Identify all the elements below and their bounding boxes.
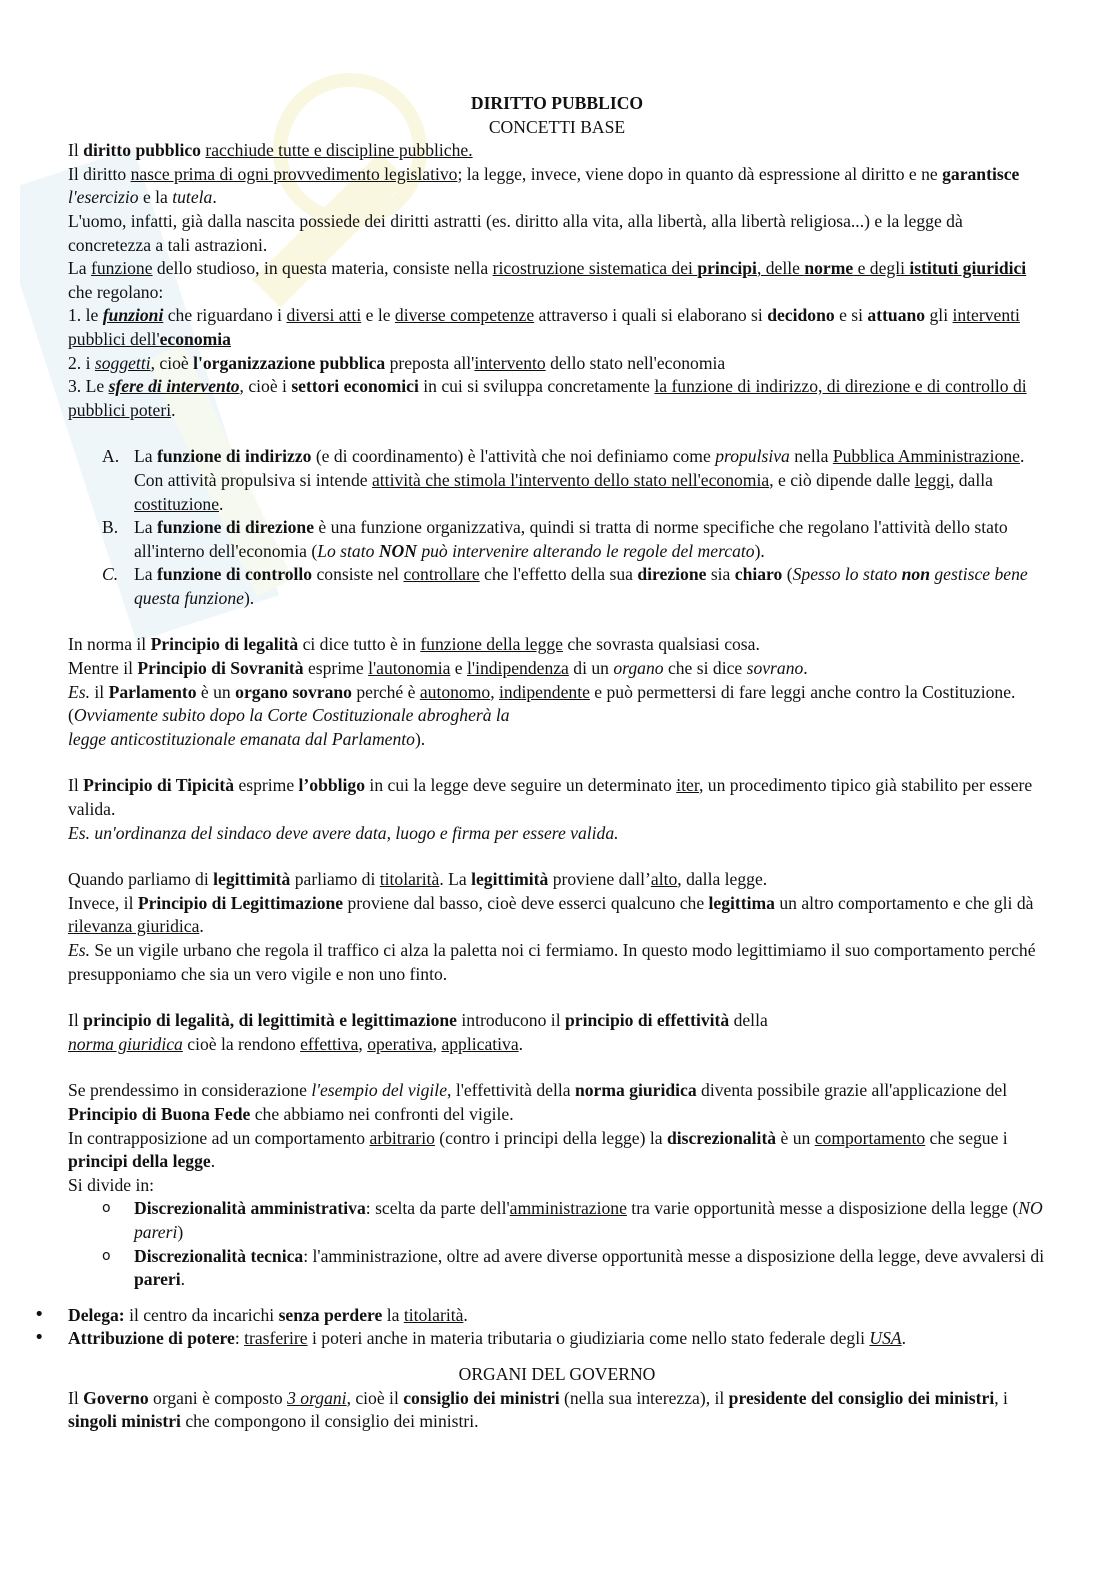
text-run: Il diritto bbox=[68, 163, 131, 184]
intro-point-2 bbox=[68, 352, 1046, 376]
text-run: organo bbox=[613, 658, 664, 679]
text-run: ) bbox=[177, 1221, 184, 1242]
text-run: la bbox=[382, 1304, 404, 1325]
text-run: Il bbox=[68, 1010, 84, 1031]
text-run: . bbox=[212, 187, 217, 208]
text-run: Il bbox=[68, 140, 84, 161]
text-run: : scelta da parte dell' bbox=[365, 1198, 510, 1219]
text-run: Discrezionalità amministrativa bbox=[134, 1198, 366, 1219]
intro-paragraph-3 bbox=[68, 210, 1046, 257]
text-run: indipendente bbox=[499, 681, 590, 702]
text-run: La bbox=[68, 258, 91, 279]
text-run: (nella sua interezza), il bbox=[559, 1387, 729, 1408]
text-run: autonomo bbox=[419, 681, 491, 702]
text-run: l’obbligo bbox=[298, 775, 366, 796]
text-run: in cui si sviluppa concretamente bbox=[418, 376, 655, 397]
text-run: di un bbox=[568, 658, 614, 679]
text-run: consiste nel bbox=[312, 564, 404, 585]
text-run: l'esempio del vigile bbox=[311, 1080, 448, 1101]
text-run: norma giuridica bbox=[574, 1080, 697, 1101]
principle-sovranita bbox=[68, 657, 1046, 681]
list-item bbox=[102, 563, 1046, 610]
text-run: , bbox=[358, 1033, 368, 1054]
text-run: , cioè bbox=[150, 352, 194, 373]
text-run: la funzione di indirizzo, di direzione e di controllo di pubblici poteri bbox=[68, 376, 1027, 420]
government-heading: ORGANI DEL GOVERNO bbox=[458, 1363, 656, 1384]
text-run: funzione di controllo bbox=[156, 564, 313, 585]
list-marker: C. bbox=[102, 564, 119, 585]
text-run: funzione bbox=[90, 258, 153, 279]
text-run: è un bbox=[196, 681, 236, 702]
text-run: , dalla bbox=[949, 469, 993, 490]
text-run: Delega: bbox=[68, 1304, 125, 1325]
text-run: . bbox=[803, 658, 808, 679]
list-marker: • bbox=[34, 1328, 45, 1349]
text-run: , i bbox=[994, 1387, 1008, 1408]
text-run: garantisce bbox=[942, 163, 1020, 184]
text-run: e le bbox=[361, 305, 395, 326]
text-run: . bbox=[463, 1304, 468, 1325]
text-run: e si bbox=[834, 305, 868, 326]
text-run: In norma il bbox=[68, 634, 151, 655]
text-run: e bbox=[450, 658, 468, 679]
intro-point-3 bbox=[68, 375, 1046, 422]
text-run: che segue i bbox=[925, 1127, 1008, 1148]
text-run: che l'effetto della sua bbox=[479, 564, 638, 585]
text-run: è una funzione organizzativa, quindi si tratta di norme specifiche che regolano l'attività dello stato all'interno dell'economia ( bbox=[134, 517, 1008, 561]
legittimita-paragraph bbox=[68, 868, 1046, 892]
text-run: . bbox=[518, 1033, 524, 1054]
text-run: che compongono il consiglio dei ministri. bbox=[180, 1411, 479, 1432]
intro-paragraph-2 bbox=[68, 163, 1046, 210]
text-run: attraverso i quali si elaborano si bbox=[534, 305, 768, 326]
discrezionalita-paragraph bbox=[68, 1127, 1046, 1174]
text-run: pareri bbox=[134, 1269, 181, 1290]
text-run: preposta all' bbox=[385, 352, 475, 373]
text-run: l'autonomia bbox=[368, 658, 451, 679]
text-run: perché è bbox=[351, 681, 420, 702]
text-run: che riguardano i bbox=[163, 305, 287, 326]
text-run: legittima bbox=[708, 892, 775, 913]
text-run: un altro comportamento e che gli dà bbox=[774, 892, 1034, 913]
text-run: singoli ministri bbox=[68, 1411, 181, 1432]
text-run: , cioè il bbox=[346, 1387, 404, 1408]
text-run: norma giuridica bbox=[68, 1033, 183, 1054]
text-run: 3. Le bbox=[68, 376, 109, 397]
text-run: 3 organi bbox=[287, 1387, 347, 1408]
text-run: amministrazione bbox=[509, 1198, 627, 1219]
text-run: Mentre il bbox=[68, 658, 138, 679]
text-run: istituti giuridici bbox=[909, 258, 1027, 279]
text-run: ci dice tutto è in bbox=[298, 634, 421, 655]
text-run: parliamo di bbox=[290, 869, 380, 890]
list-item bbox=[102, 445, 1046, 516]
text-run: Si divide in: bbox=[68, 1174, 155, 1195]
parlamento-example-cont bbox=[68, 728, 1046, 752]
text-run: organi è composto bbox=[148, 1387, 288, 1408]
text-run: , delle bbox=[756, 258, 805, 279]
text-run: soggetti bbox=[94, 352, 151, 373]
text-run: ). bbox=[414, 728, 426, 749]
text-run: . La bbox=[439, 869, 472, 890]
text-run: Ovviamente subito dopo la Corte Costituzionale abrogherà la bbox=[73, 705, 510, 726]
text-run: trasferire bbox=[244, 1328, 308, 1349]
text-run: effettiva bbox=[300, 1033, 359, 1054]
text-run: Principio di Buona Fede bbox=[68, 1103, 251, 1124]
text-run: , bbox=[490, 681, 500, 702]
discretion-types-list bbox=[68, 1197, 1046, 1291]
text-run: diritto pubblico bbox=[83, 140, 201, 161]
text-run: della bbox=[729, 1010, 768, 1031]
vigile-example bbox=[68, 939, 1046, 986]
text-run: comportamento bbox=[814, 1127, 926, 1148]
text-run: esprime bbox=[303, 658, 369, 679]
text-run: il centro da incarichi bbox=[124, 1304, 279, 1325]
text-run: diventa possibile grazie all'applicazione del bbox=[696, 1080, 1008, 1101]
text-run: l'organizzazione pubblica bbox=[193, 352, 386, 373]
text-run: Pubblica Amministrazione bbox=[832, 446, 1020, 467]
text-run: , un procedimento tipico già stabilito per essere valida. bbox=[68, 775, 1033, 820]
text-run: è un bbox=[776, 1127, 815, 1148]
principle-tipicita bbox=[68, 774, 1046, 821]
text-run: , cioè i bbox=[239, 376, 292, 397]
document-title: DIRITTO PUBBLICO bbox=[470, 93, 644, 113]
principle-effettivita bbox=[68, 1009, 1046, 1033]
text-run: tra varie opportunità messe a disposizione della legge ( bbox=[626, 1198, 1019, 1219]
text-run: attuano bbox=[867, 305, 926, 326]
text-run: esprime bbox=[234, 775, 299, 796]
document-subtitle: CONCETTI BASE bbox=[488, 116, 626, 137]
text-run: introducono il bbox=[456, 1010, 565, 1031]
text-run: In contrapposizione ad un comportamento bbox=[68, 1127, 370, 1148]
text-run: norme bbox=[804, 258, 854, 279]
text-run: NON bbox=[378, 540, 417, 561]
text-run: i poteri anche in materia tributaria o giudiziaria come nello stato federale degli bbox=[307, 1328, 870, 1349]
text-run: NO pareri bbox=[134, 1198, 1043, 1242]
list-item bbox=[34, 1304, 1046, 1328]
text-run: Se un vigile urbano che regola il traffico ci alza la paletta noi ci fermiamo. In questo modo legittimiamo il suo comportamento perché presupponiamo che sia un vero vigile e non uno finto. bbox=[68, 940, 1036, 984]
text-run: Il bbox=[68, 775, 84, 796]
text-run: L'uomo, infatti, già dalla nascita possiede dei diritti astratti (es. diritto alla vita, alla libertà, alla libertà religiosa...) e la legge dà concretezza a tali astrazioni. bbox=[68, 210, 963, 255]
text-run: propulsiva bbox=[715, 446, 790, 467]
text-run: (contro i principi della legge) la bbox=[434, 1127, 667, 1148]
text-run: Es. un'ordinanza del sindaco deve avere data, luogo e firma per essere valida. bbox=[68, 822, 619, 843]
text-run: ). bbox=[754, 540, 765, 561]
list-marker: B. bbox=[102, 517, 119, 538]
text-run: l'indipendenza bbox=[467, 658, 569, 679]
text-run: titolarità bbox=[379, 869, 440, 890]
text-run: e degli bbox=[853, 258, 910, 279]
text-run: diversi atti bbox=[286, 305, 362, 326]
text-run: La bbox=[134, 517, 157, 538]
text-run: , bbox=[432, 1033, 442, 1054]
divide-label bbox=[68, 1174, 1046, 1198]
text-run: attività che stimola l'intervento dello stato nell'economia bbox=[371, 469, 770, 490]
text-run: chiaro bbox=[734, 564, 783, 585]
text-run: intervento bbox=[474, 352, 546, 373]
government-paragraph bbox=[68, 1387, 1046, 1434]
principle-legalita bbox=[68, 633, 1046, 657]
list-marker: o bbox=[102, 1200, 111, 1217]
text-run: Spesso lo stato bbox=[792, 564, 902, 585]
text-run: in cui la legge deve seguire un determinato bbox=[365, 775, 677, 796]
text-run: ricostruzione sistematica dei bbox=[492, 258, 698, 279]
text-run: che regolano: bbox=[68, 281, 164, 302]
intro-paragraph-1 bbox=[68, 139, 1046, 163]
text-run: dello studioso, in questa materia, consiste nella bbox=[152, 258, 493, 279]
text-run: interventi pubblici dell' bbox=[68, 305, 1020, 349]
text-run: funzioni bbox=[102, 305, 164, 326]
text-run: ; la legge, invece, viene dopo in quanto dà espressione al diritto e ne bbox=[457, 163, 943, 184]
text-run: consiglio dei ministri bbox=[403, 1387, 560, 1408]
text-run: settori economici bbox=[291, 376, 419, 397]
text-run: funzione di indirizzo bbox=[156, 446, 312, 467]
text-run: legittimità bbox=[471, 869, 549, 890]
list-marker: A. bbox=[102, 446, 120, 467]
text-run: alto bbox=[650, 869, 678, 890]
text-run: : bbox=[234, 1328, 245, 1349]
text-run: gestisce bene questa funzione bbox=[134, 564, 1028, 608]
text-run: e può permettersi di fare leggi anche contro la Costituzione. ( bbox=[68, 681, 1016, 726]
text-run: Discrezionalità tecnica bbox=[134, 1245, 304, 1266]
text-run: Attribuzione di potere bbox=[68, 1328, 235, 1349]
text-run: organo sovrano bbox=[235, 681, 352, 702]
text-run: Invece, il bbox=[68, 892, 138, 913]
text-run: Il bbox=[68, 1387, 84, 1408]
text-run: Se prendessimo in considerazione bbox=[68, 1080, 312, 1101]
text-run: decidono bbox=[767, 305, 835, 326]
list-item bbox=[102, 1197, 1046, 1244]
text-run: ). bbox=[243, 587, 255, 608]
text-run: rilevanza giuridica bbox=[68, 916, 200, 937]
text-run: (e di coordinamento) è l'attività che noi definiamo come bbox=[311, 446, 716, 467]
text-run: racchiude tutte e discipline pubbliche. bbox=[205, 140, 473, 161]
text-run: direzione bbox=[637, 564, 707, 585]
principle-legittimazione bbox=[68, 892, 1046, 939]
text-run: che abbiamo nei confronti del vigile. bbox=[250, 1103, 514, 1124]
text-run: controllare bbox=[403, 564, 480, 585]
text-run: principio di legalità, di legittimità e legittimazione bbox=[83, 1010, 457, 1031]
text-run: legittimità bbox=[213, 869, 291, 890]
functions-list bbox=[68, 445, 1046, 610]
text-run: . bbox=[219, 493, 224, 514]
list-item bbox=[102, 1245, 1046, 1292]
text-run: iter bbox=[676, 775, 699, 796]
text-run: : l'amministrazione, oltre ad avere diverse opportunità messe a disposizione della legge, deve avvalersi di bbox=[303, 1245, 1045, 1266]
text-run: funzione di direzione bbox=[156, 517, 315, 538]
text-run: economia bbox=[159, 328, 231, 349]
text-run: 2. i bbox=[68, 352, 95, 373]
text-run: La bbox=[134, 446, 157, 467]
text-run: applicativa bbox=[441, 1033, 519, 1054]
intro-point-1 bbox=[68, 304, 1046, 351]
list-marker: • bbox=[34, 1304, 45, 1325]
text-run: e la bbox=[138, 187, 173, 208]
text-run: dello stato nell'economia bbox=[545, 352, 726, 373]
text-run: principio di effettività bbox=[564, 1010, 730, 1031]
text-run: Principio di Tipicità bbox=[83, 775, 235, 796]
text-run: . bbox=[901, 1328, 907, 1349]
text-run: principi della legge bbox=[68, 1151, 211, 1172]
text-run: nella bbox=[789, 446, 833, 467]
text-run: può intervenire alterando le regole del mercato bbox=[416, 540, 755, 561]
text-run: sia bbox=[706, 564, 735, 585]
buona-fede-paragraph bbox=[68, 1079, 1046, 1126]
document-page bbox=[34, 92, 1046, 1434]
text-run: Principio di Legittimazione bbox=[137, 892, 344, 913]
text-run: che sovrasta qualsiasi cosa. bbox=[562, 634, 760, 655]
text-run: Principio di Sovranità bbox=[137, 658, 304, 679]
text-run: ( bbox=[782, 564, 793, 585]
text-run: costituzione bbox=[134, 493, 220, 514]
text-run: cioè la rendono bbox=[182, 1033, 301, 1054]
text-run: . bbox=[199, 916, 204, 937]
text-run: arbitrario bbox=[369, 1127, 435, 1148]
text-run: nasce prima di ogni provvedimento legislativo bbox=[130, 163, 458, 184]
text-run: Quando parliamo di bbox=[68, 869, 214, 890]
parlamento-example bbox=[68, 681, 1046, 728]
text-run: non bbox=[901, 564, 930, 585]
text-run: sfere di intervento bbox=[108, 376, 240, 397]
text-run: 1. le bbox=[68, 305, 103, 326]
intro-paragraph-4 bbox=[68, 257, 1046, 304]
text-run: gli bbox=[925, 305, 953, 326]
list-item bbox=[102, 516, 1046, 563]
effettivita-cont bbox=[68, 1033, 1046, 1057]
text-run: , e ciò dipende dalle bbox=[769, 469, 915, 490]
text-run: tutela bbox=[172, 187, 213, 208]
text-run: proviene dall’ bbox=[548, 869, 651, 890]
text-run: presidente del consiglio dei ministri bbox=[728, 1387, 995, 1408]
text-run: proviene dal basso, cioè deve esserci qualcuno che bbox=[343, 892, 709, 913]
text-run: . bbox=[210, 1151, 216, 1172]
text-run: . Con attività propulsiva si intende bbox=[134, 446, 1025, 490]
text-run: legge anticostituzionale emanata dal Parlamento bbox=[68, 728, 415, 749]
text-run: Lo stato bbox=[317, 540, 379, 561]
text-run: funzione della legge bbox=[420, 634, 563, 655]
text-run: senza perdere bbox=[278, 1304, 383, 1325]
tipicita-example bbox=[68, 822, 1046, 846]
text-run: Es. bbox=[68, 681, 90, 702]
text-run: Es. bbox=[68, 940, 90, 960]
text-run: che si dice bbox=[663, 658, 747, 679]
text-run: , l'effettività della bbox=[447, 1080, 575, 1101]
delegation-bullets bbox=[34, 1304, 1046, 1351]
text-run: discrezionalità bbox=[666, 1127, 777, 1148]
text-run: leggi bbox=[914, 469, 950, 490]
text-run: Governo bbox=[83, 1387, 149, 1408]
text-run: USA bbox=[869, 1328, 902, 1349]
list-marker: o bbox=[102, 1247, 111, 1264]
text-run: principi bbox=[697, 258, 757, 279]
text-run: . bbox=[180, 1269, 185, 1290]
text-run: titolarità bbox=[403, 1304, 464, 1325]
text-run: operativa bbox=[367, 1033, 433, 1054]
text-run: La bbox=[134, 564, 157, 585]
text-run: sovrano bbox=[746, 658, 804, 679]
text-run: Parlamento bbox=[108, 681, 197, 702]
text-run: l'esercizio bbox=[68, 187, 139, 208]
text-run: , dalla legge. bbox=[677, 869, 768, 890]
list-item bbox=[34, 1327, 1046, 1351]
text-run: Principio di legalità bbox=[150, 634, 299, 655]
text-run: diverse competenze bbox=[394, 305, 535, 326]
text-run: il bbox=[90, 681, 109, 702]
text-run: . bbox=[171, 399, 176, 420]
